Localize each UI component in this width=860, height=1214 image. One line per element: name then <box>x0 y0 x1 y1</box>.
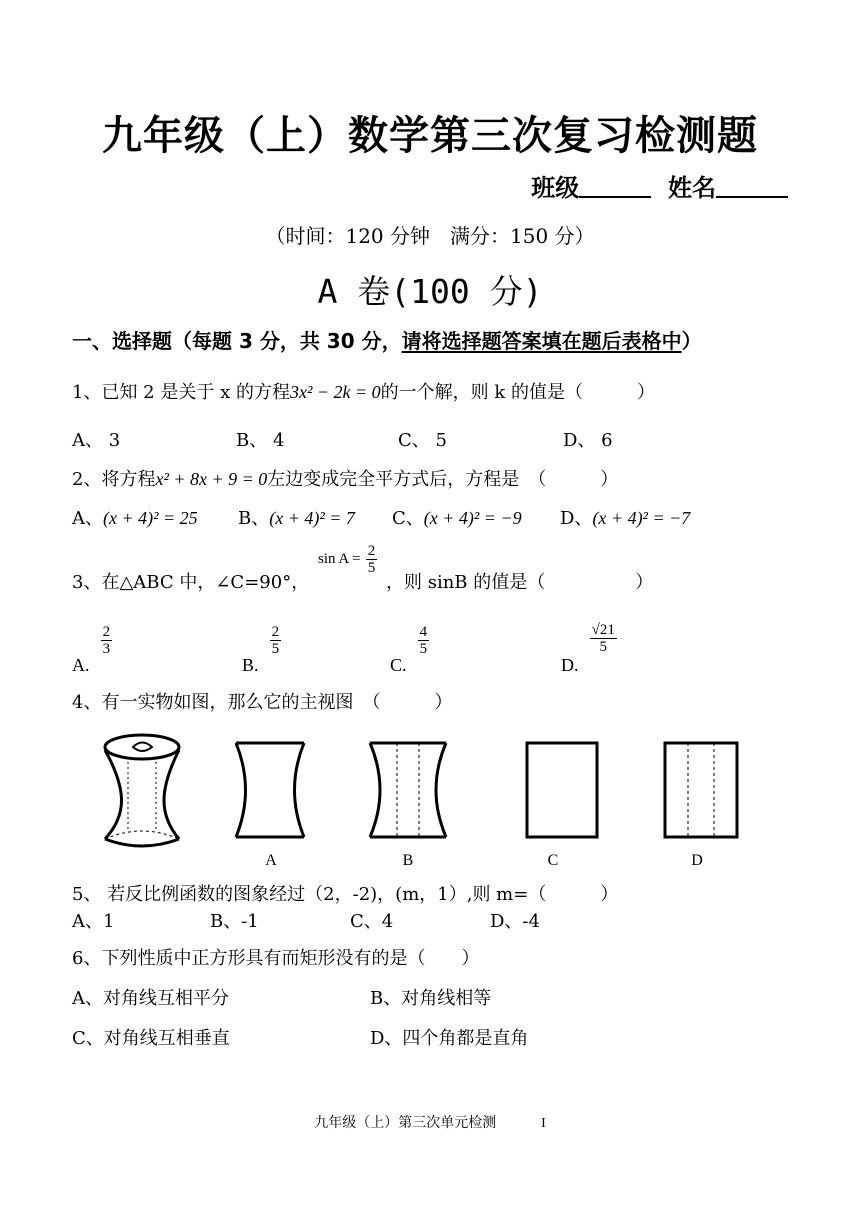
question-2 <box>72 465 618 491</box>
section-suffix: ） <box>681 329 702 353</box>
name-blank <box>716 174 788 198</box>
q1-option-b: B、 4 <box>236 430 285 451</box>
page-footer <box>0 1112 860 1132</box>
q3-option-a-label: A. <box>72 655 90 675</box>
class-blank <box>579 174 651 198</box>
q3-text-pre: 3、在△ABC 中，∠C=90°， <box>72 572 310 593</box>
time-info: （时间：120 分钟 满分：150 分） <box>265 224 595 248</box>
q2-text-post: 左边变成完全平方式后，方程是 （ ） <box>267 469 619 490</box>
q3-option-a-fraction <box>101 624 113 657</box>
q3-option-b-den: 5 <box>271 641 280 657</box>
q3-option-a <box>72 624 112 675</box>
q3-given-fraction <box>366 543 378 576</box>
page-title: 九年级（上）数学第三次复习检测题 <box>102 113 758 159</box>
q3-option-b-fraction <box>270 624 282 657</box>
page-number: I <box>541 1116 546 1131</box>
q3-option-a-den: 3 <box>102 641 111 657</box>
q3-option-b-num: 2 <box>271 624 280 640</box>
q3-option-d-num: √21 <box>591 622 615 638</box>
class-name-line <box>531 168 788 203</box>
q3-option-d-den: 5 <box>599 639 607 655</box>
figure-b <box>370 743 446 837</box>
q3-option-b <box>242 624 281 675</box>
q1-option-d: D、 6 <box>563 430 613 451</box>
question-4: 4、有一实物如图，那么它的主视图 （ ） <box>72 692 453 713</box>
q1-option-a: A、 3 <box>72 430 121 451</box>
section-prefix: 一、选择题（每题 3 分，共 30 分， <box>72 329 402 353</box>
q6-option-c: C、对角线互相垂直 <box>72 1028 230 1049</box>
section-underlined: 请将选择题答案填在题后表格中 <box>401 329 682 353</box>
paper-label: A 卷(100 分) <box>317 272 543 311</box>
q2-equation: x² + 8x + 9 = 0 <box>155 469 268 489</box>
question-5: 5、 若反比例函数的图象经过（2，-2)，(m，1）,则 m=（ ） <box>72 884 619 905</box>
q3-option-c-fraction <box>418 624 430 657</box>
q2-option-d-label: D、 <box>560 508 593 529</box>
q2-option-d-expr: (x + 4)² = −7 <box>592 508 691 528</box>
q3-option-a-num: 2 <box>102 624 111 640</box>
q2-option-d <box>560 504 690 530</box>
question-3 <box>72 568 309 594</box>
q2-option-c <box>392 504 522 530</box>
q3-given-den: 5 <box>367 560 376 576</box>
q3-option-d <box>561 622 617 675</box>
q3-option-c-num: 4 <box>419 624 428 640</box>
q2-option-a-label: A、 <box>72 508 103 529</box>
q4-figures <box>0 725 860 875</box>
q3-given-num: 2 <box>367 543 376 559</box>
figure-label-d: D <box>691 852 703 869</box>
q6-option-b: B、对角线相等 <box>370 988 492 1009</box>
q3-option-b-label: B. <box>242 655 259 675</box>
solid-object-figure <box>105 735 179 846</box>
q1-text-post: 的一个解，则 k 的值是（ ） <box>380 382 655 403</box>
section-heading <box>72 325 702 354</box>
q3-option-d-label: D. <box>561 655 579 675</box>
q5-option-a: A、1 <box>72 911 115 932</box>
figure-label-b: B <box>402 852 414 869</box>
q2-option-a-expr: (x + 4)² = 25 <box>103 508 198 528</box>
figure-label-a: A <box>265 852 277 869</box>
figure-d <box>665 743 737 837</box>
q2-option-a <box>72 504 198 530</box>
q3-option-d-fraction <box>590 622 617 655</box>
q2-option-b <box>238 504 355 530</box>
q2-option-c-label: C、 <box>392 508 424 529</box>
figure-c <box>527 743 597 837</box>
q3-option-c-label: C. <box>390 655 407 675</box>
q5-option-c: C、4 <box>350 911 394 932</box>
q6-option-d: D、四个角都是直角 <box>370 1028 529 1049</box>
question-6: 6、下列性质中正方形具有而矩形没有的是（ ） <box>72 948 480 969</box>
q2-option-b-label: B、 <box>238 508 270 529</box>
question-1 <box>72 378 655 404</box>
q1-text-pre: 1、已知 2 是关于 x 的方程 <box>72 382 290 403</box>
figure-a <box>236 743 304 837</box>
figure-label-c: C <box>547 852 559 869</box>
footer-text: 九年级（上）第三次单元检测 <box>314 1115 497 1131</box>
q3-given-lhs: sin A = <box>318 551 361 567</box>
q3-option-c <box>390 624 429 675</box>
q1-option-c: C、 5 <box>398 430 447 451</box>
q3-given <box>318 543 377 576</box>
q2-text-pre: 2、将方程 <box>72 469 156 490</box>
q5-option-d: D、-4 <box>490 911 540 932</box>
q3-text-post: ，则 sinB 的值是（ ） <box>386 572 654 593</box>
class-label: 班级 <box>531 174 580 202</box>
name-label: 姓名 <box>668 174 716 202</box>
q2-option-b-expr: (x + 4)² = 7 <box>269 508 355 528</box>
q3-option-c-den: 5 <box>419 641 428 657</box>
q6-option-a: A、对角线互相平分 <box>72 988 229 1009</box>
q1-equation: 3x² − 2k = 0 <box>289 382 381 402</box>
q5-option-b: B、-1 <box>210 911 259 932</box>
q2-option-c-expr: (x + 4)² = −9 <box>423 508 522 528</box>
